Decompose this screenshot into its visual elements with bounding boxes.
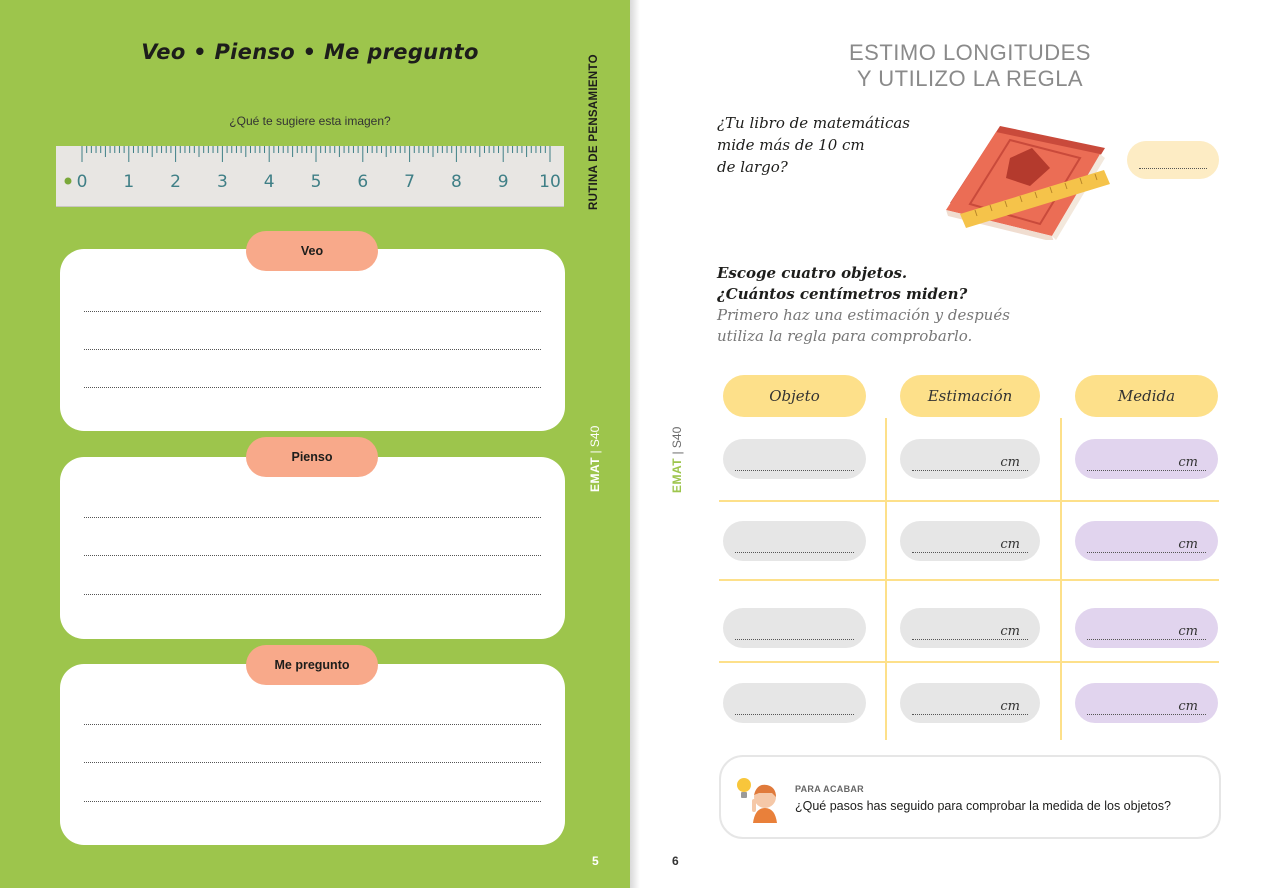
writing-line[interactable] [84,311,541,312]
unit-label: cm [1178,624,1198,639]
right-page [640,0,1272,888]
table-divider [719,579,1219,581]
closing-question-box [719,755,1221,839]
instruction-line: Escoge cuatro objetos. [717,264,908,282]
ruler-number: 8 [450,172,462,192]
writing-line[interactable] [84,517,541,518]
unit-label: cm [1178,455,1198,470]
object-field[interactable] [723,683,866,723]
closing-question: ¿Qué pasos has seguido para comprobar la medida de los objetos? [795,799,1171,813]
column-header-objeto: Objeto [723,375,866,417]
child-lightbulb-icon [735,775,783,823]
writing-line[interactable] [84,349,541,350]
ruler-image [56,146,564,207]
activity-title-line2: Y UTILIZO LA REGLA [856,66,1084,91]
estimate-field[interactable] [900,521,1040,561]
ruler-number: 9 [497,172,509,192]
ruler-number: 6 [357,172,369,192]
answer-box-veo [60,249,565,431]
question-book [717,112,910,178]
activity-title [840,40,1100,92]
section-label-me-pregunto: Me pregunto [246,645,378,685]
ruler-number: 0 [76,172,88,192]
ruler-number: 4 [263,172,275,192]
unit-label: cm [1000,699,1020,714]
estimate-field[interactable] [900,608,1040,648]
table-divider [719,661,1219,663]
answer-field-book[interactable] [1127,141,1219,179]
column-header-medida: Medida [1075,375,1218,417]
book-ruler-illustration [940,118,1115,240]
page-gutter [630,0,640,888]
brand-logo: EMAT [588,456,602,492]
page-number-left: 5 [592,854,599,868]
object-field[interactable] [723,521,866,561]
unit-label: cm [1178,699,1198,714]
answer-box-pienso [60,457,565,639]
measure-field[interactable] [1075,608,1218,648]
writing-line[interactable] [84,594,541,595]
brand-logo: EMAT [670,457,684,493]
page-title: Veo • Pienso • Me pregunto [141,40,479,64]
ruler-origin-dot [65,178,72,185]
ruler-number: 5 [310,172,322,192]
writing-line[interactable] [84,762,541,763]
activity-title-line1: ESTIMO LONGITUDES [849,40,1091,65]
page-number-right: 6 [672,854,679,868]
routine-label: RUTINA DE PENSAMIENTO [588,54,600,210]
writing-line[interactable] [84,555,541,556]
instruction-line: utiliza la regla para comprobarlo. [717,327,973,345]
answer-box-me-pregunto [60,664,565,845]
estimate-field[interactable] [900,683,1040,723]
brand-right: EMAT | S40 [670,426,684,493]
unit-label: cm [1000,624,1020,639]
measure-field[interactable] [1075,439,1218,479]
section-label-veo: Veo [246,231,378,271]
ruler-number: 3 [216,172,228,192]
question-line: mide más de 10 cm [717,136,865,154]
writing-line[interactable] [84,387,541,388]
section-label-pienso: Pienso [246,437,378,477]
table-divider [719,500,1219,502]
unit-label: cm [1000,537,1020,552]
brand-left: EMAT | S40 [588,425,602,492]
instructions [717,263,1010,347]
ruler-number: 1 [123,172,135,192]
ruler-number: 7 [404,172,416,192]
measure-field[interactable] [1075,521,1218,561]
unit-label: cm [1178,537,1198,552]
object-field[interactable] [723,439,866,479]
estimate-field[interactable] [900,439,1040,479]
object-field[interactable] [723,608,866,648]
side-label [588,40,608,210]
session-code: S40 [670,426,684,449]
measure-field[interactable] [1075,683,1218,723]
ruler-svg [56,146,564,206]
instruction-line: Primero haz una estimación y después [717,306,1010,324]
ruler-number: 10 [539,172,561,192]
instruction-line: ¿Cuántos centímetros miden? [717,285,968,303]
question-line: de largo? [717,158,788,176]
writing-line[interactable] [84,801,541,802]
left-page [0,0,630,888]
session-code: S40 [588,425,602,448]
image-prompt: ¿Qué te sugiere esta imagen? [229,114,391,128]
writing-line[interactable] [84,724,541,725]
ruler-number: 2 [170,172,182,192]
column-header-estimacion: Estimación [900,375,1040,417]
question-line: ¿Tu libro de matemáticas [717,114,910,132]
closing-kicker: PARA ACABAR [795,784,864,794]
unit-label: cm [1000,455,1020,470]
